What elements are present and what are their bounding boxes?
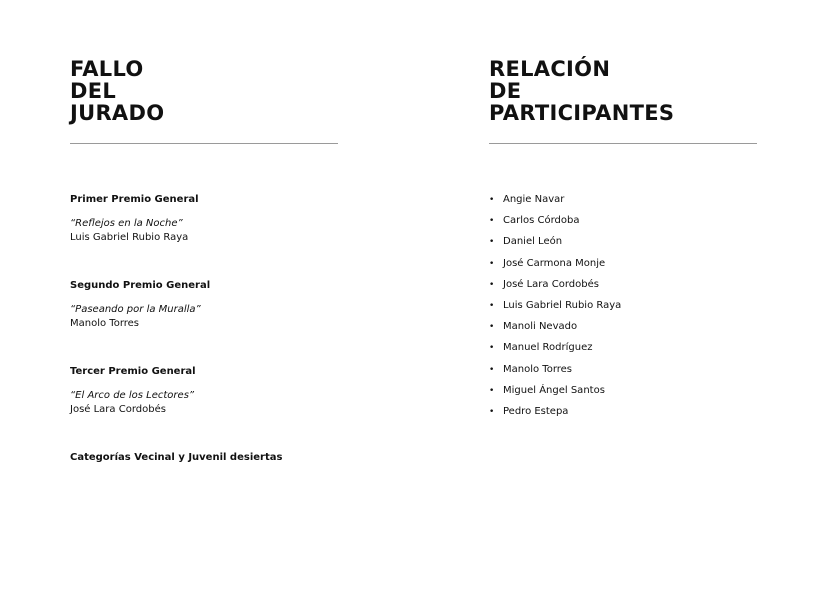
participant-item: • Luis Gabriel Rubio Raya xyxy=(489,299,757,320)
participants-list xyxy=(489,193,757,426)
heading-line: FALLO xyxy=(70,57,144,81)
award-title: Primer Premio General xyxy=(70,194,199,205)
participant-item: • Manolo Torres xyxy=(489,363,757,384)
award-author: Luis Gabriel Rubio Raya xyxy=(70,232,189,243)
awards-list xyxy=(70,193,338,465)
participant-item: • Manuel Rodríguez xyxy=(489,341,757,362)
participants-heading xyxy=(489,58,757,124)
award-entry xyxy=(70,279,338,331)
participant-item: • José Carmona Monje xyxy=(489,257,757,278)
award-entry xyxy=(70,193,338,245)
heading-line: PARTICIPANTES xyxy=(489,101,675,125)
participant-item: • Manoli Nevado xyxy=(489,320,757,341)
divider xyxy=(70,143,338,144)
participant-item: • Miguel Ángel Santos xyxy=(489,384,757,405)
participant-item: • José Lara Cordobés xyxy=(489,278,757,299)
award-work-title: “Reflejos en la Noche” xyxy=(70,218,183,229)
heading-line: JURADO xyxy=(70,101,165,125)
participants-section xyxy=(489,58,757,426)
heading-line: DE xyxy=(489,79,522,103)
jury-verdict-heading xyxy=(70,58,338,124)
participant-item: • Angie Navar xyxy=(489,193,757,214)
participant-item: • Pedro Estepa xyxy=(489,405,757,426)
participant-item: • Carlos Córdoba xyxy=(489,214,757,235)
divider xyxy=(489,143,757,144)
heading-line: DEL xyxy=(70,79,117,103)
deserted-categories-note: Categorías Vecinal y Juvenil desiertas xyxy=(70,452,283,463)
award-author: Manolo Torres xyxy=(70,318,140,329)
award-author: José Lara Cordobés xyxy=(70,404,166,415)
heading-line: RELACIÓN xyxy=(489,57,611,81)
award-work-title: “Paseando por la Muralla” xyxy=(70,304,201,315)
award-entry xyxy=(70,365,338,417)
award-title: Tercer Premio General xyxy=(70,366,196,377)
participant-item: • Daniel León xyxy=(489,235,757,256)
jury-verdict-section xyxy=(70,58,338,465)
award-work-title: “El Arco de los Lectores” xyxy=(70,390,195,401)
award-title: Segundo Premio General xyxy=(70,280,211,291)
